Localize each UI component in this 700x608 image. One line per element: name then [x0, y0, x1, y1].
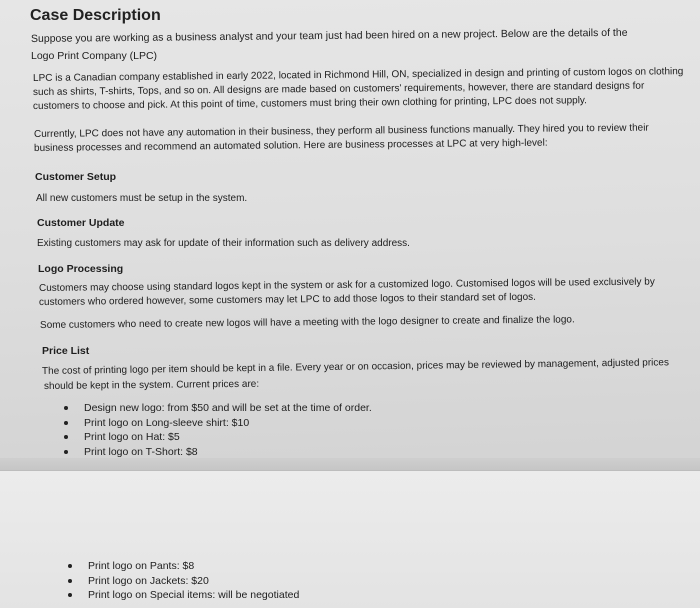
intro-line-2: Logo Print Company (LPC) [31, 50, 158, 62]
current-line-2: business processes and recommend an automated solution. Here are business processes at LPC at very high-level: [33, 137, 548, 154]
price-list-heading: Price List [42, 345, 90, 357]
page-title: Case Description [30, 7, 161, 24]
customer-setup-text: All new customers must be setup in the system. [36, 193, 248, 204]
price-item: Print logo on Jackets: $20 [68, 574, 299, 589]
intro-line-1: Suppose you are working as a business analyst and your team just had been hired on a new project. Below are the details of the [30, 26, 628, 45]
logo-line-1: Customers may choose using standard logos kept in the system or ask for a customized logo. Customised logos will be used exclusively by [38, 276, 655, 294]
about-line-1: LPC is a Canadian company established in early 2022, located in Richmond Hill, ON, specialized in design and printing of custom logos on clothing [32, 66, 684, 84]
about-line-2: such as shirts, T-shirts, Tops, and so on. All designs are made based on customers' requirements, however, there are standard designs for [32, 80, 645, 98]
price-item: Print logo on Special items: will be negotiated [68, 588, 299, 603]
logo-line-3: Some customers who need to create new logos will have a meeting with the logo designer to create and finalize the logo. [39, 314, 575, 331]
logo-line-2: customers who ordered however, some customers may let LPC to add those logos to their standard set of logos. [38, 291, 536, 308]
price-line-1: The cost of printing logo per item should be kept in a file. Every year or on occasion, prices may be reviewed by management, adjusted prices [41, 357, 670, 377]
price-item: Print logo on Hat: $5 [64, 430, 372, 445]
customer-update-text: Existing customers may ask for update of their information such as delivery address. [37, 238, 410, 249]
about-line-3: customers to choose and pick. At this point of time, customers must bring their own clothing for printing, LPC does not supply. [32, 95, 588, 112]
customer-setup-heading: Customer Setup [35, 171, 117, 183]
page-bottom [0, 470, 700, 608]
price-item: Print logo on Pants: $8 [68, 559, 299, 574]
price-list-b [68, 559, 299, 603]
price-item: Print logo on Long-sleeve shirt: $10 [64, 416, 372, 431]
price-item: Print logo on T-Short: $8 [64, 445, 372, 460]
price-item: Design new logo: from $50 and will be set at the time of order. [64, 401, 372, 416]
current-line-1: Currently, LPC does not have any automation in their business, they perform all business functions manually. They hired you to review their [33, 122, 649, 140]
price-line-2: should be kept in the system. Current prices are: [43, 378, 260, 392]
logo-processing-heading: Logo Processing [38, 263, 124, 275]
customer-update-heading: Customer Update [37, 217, 125, 229]
